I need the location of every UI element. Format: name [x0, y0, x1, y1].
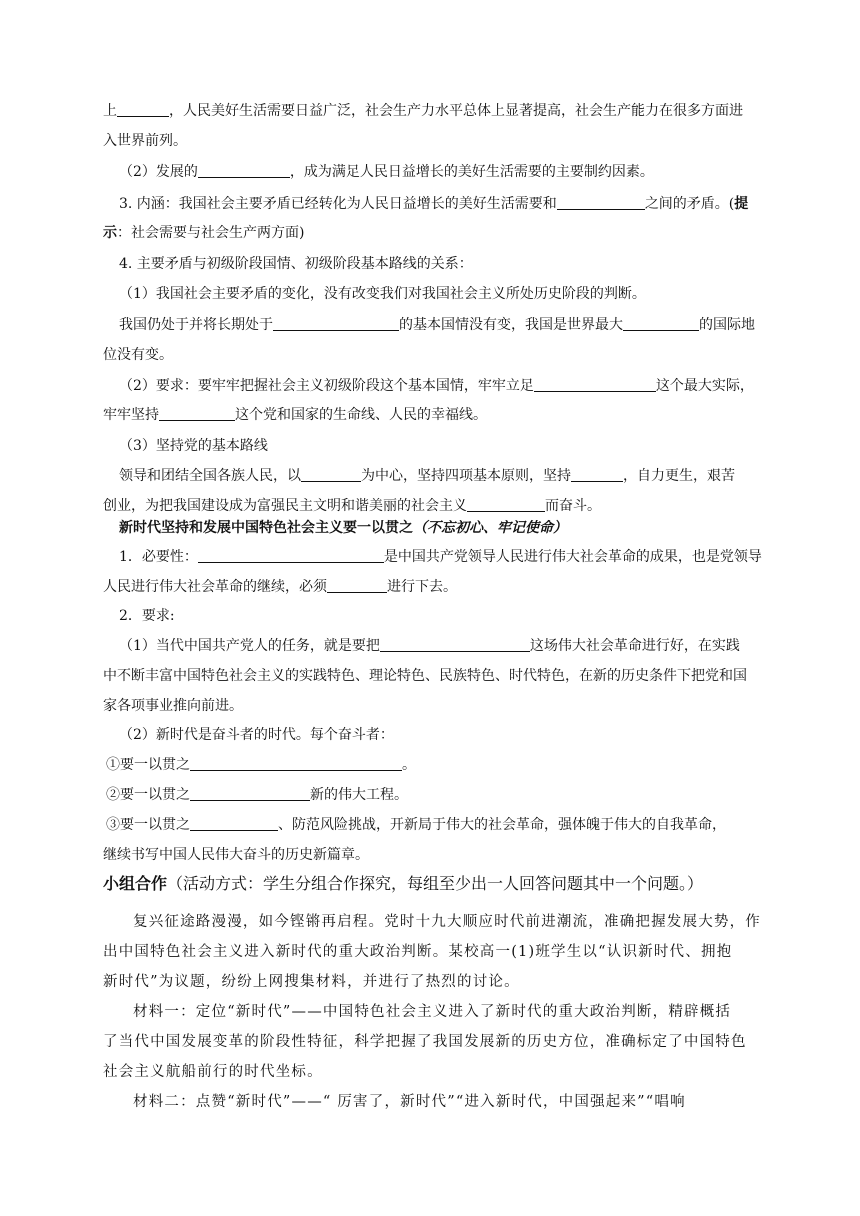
text-line: 继续书写中国人民伟大奋斗的历史新篇章。	[103, 847, 369, 863]
text-line: 上 ，人民美好生活需要日益广泛，社会生产力水平总体上显著提高，社会生产能力在很多方面进	[103, 103, 743, 119]
fill-blank[interactable]	[557, 195, 645, 210]
text-line: （2）要求：要牢牢把握社会主义初级阶段这个基本国情，牢牢立足 这个最大实际，	[119, 378, 754, 394]
text-line: 了当代中国发展变革的阶段性特征，科学把握了我国发展新的历史方位，准确标定了中国特色	[103, 1034, 747, 1050]
text-line: ③要一以贯之 、防范风险挑战，开新局于伟大的社会革命，强体魄于伟大的自我革命，	[106, 817, 726, 833]
fill-blank[interactable]	[198, 548, 384, 563]
text-line: （3）坚持党的基本路线	[119, 438, 268, 454]
text-line: （2）新时代是奋斗者的时代。每个奋斗者：	[119, 727, 394, 743]
fill-blank[interactable]	[301, 467, 361, 482]
text-line: 3. 内涵：我国社会主要矛盾已经转化为人民日益增长的美好生活需要和 之间的矛盾。(提	[119, 196, 749, 212]
fill-blank[interactable]	[571, 467, 623, 482]
fill-blank[interactable]	[380, 637, 530, 652]
text-line: 领导和团结全国各族人民，以 为中心，坚持四项基本原则，坚持 ，自力更生，艰苦	[119, 468, 735, 484]
fill-blank[interactable]	[190, 756, 402, 771]
group-cooperation-heading: 小组合作（活动方式：学生分组合作探究，每组至少出一人回答问题其中一个问题。）	[103, 874, 704, 893]
text-line: 示：社会需要与社会生产两方面)	[103, 225, 305, 241]
text-line: 创业，为把我国建设成为富强民主文明和谐美丽的社会主义 而奋斗。	[103, 498, 601, 514]
text-line: 入世界前列。	[103, 133, 187, 149]
section-heading: 新时代坚持和发展中国特色社会主义要一以贯之（不忘初心、牢记使命）	[119, 520, 567, 536]
fill-blank[interactable]	[198, 163, 290, 178]
text-line: 我国仍处于并将长期处于 的基本国情没有变，我国是世界最大 的国际地	[119, 317, 755, 333]
fill-blank[interactable]	[467, 497, 545, 512]
material-one: 材料一：定位“新时代”——中国特色社会主义进入了新时代的重大政治判断，精辟概括	[133, 1004, 732, 1020]
text-line: 4. 主要矛盾与初级阶段国情、初级阶段基本路线的关系：	[119, 256, 473, 272]
text-line: 1．必要性： 是中国共产党领导人民进行伟大社会革命的成果，也是党领导	[119, 549, 762, 565]
text-line: ①要一以贯之 。	[106, 757, 416, 773]
text-line: 人民进行伟大社会革命的继续，必须 进行下去。	[103, 579, 457, 595]
text-line: 复兴征途路漫漫，如今铿锵再启程。党时十九大顺应时代前进潮流，准确把握发展大势，作	[133, 914, 761, 930]
text-line: 牢牢坚持 这个党和国家的生命线、人民的幸福线。	[103, 407, 487, 423]
fill-blank[interactable]	[117, 102, 169, 117]
text-line: 中不断丰富中国特色社会主义的实践特色、理论特色、民族特色、时代特色，在新的历史条件下把党和国	[103, 668, 747, 684]
fill-blank[interactable]	[273, 316, 399, 331]
fill-blank[interactable]	[190, 786, 310, 801]
fill-blank[interactable]	[159, 406, 235, 421]
text-line: 出中国特色社会主义进入新时代的重大政治判断。某校高一(1)班学生以“认识新时代、拥抱	[103, 944, 733, 960]
text-line: 新时代”为议题，纷纷上网搜集材料，并进行了热烈的讨论。	[103, 974, 520, 990]
text-line: （2）发展的 ，成为满足人民日益增长的美好生活需要的主要制约因素。	[119, 164, 654, 180]
fill-blank[interactable]	[190, 816, 278, 831]
fill-blank[interactable]	[534, 377, 656, 392]
text-line: ②要一以贯之 新的伟大工程。	[106, 787, 408, 803]
text-line: （1）我国社会主要矛盾的变化，没有改变我们对我国社会主义所处历史阶段的判断。	[119, 286, 646, 302]
fill-blank[interactable]	[327, 578, 387, 593]
text-line: 位没有变。	[103, 347, 173, 363]
text-line: 社会主义航船前行的时代坐标。	[103, 1064, 323, 1080]
fill-blank[interactable]	[623, 316, 699, 331]
text-line: 家各项事业推向前进。	[103, 698, 243, 714]
text-line: （1）当代中国共产党人的任务，就是要把 这场伟大社会革命进行好，在实践	[119, 638, 740, 654]
material-two: 材料二：点赞“新时代”——“ 厉害了，新时代”“进入新时代，中国强起来”“唱响	[133, 1094, 686, 1110]
text-line: 2．要求:	[119, 608, 175, 624]
